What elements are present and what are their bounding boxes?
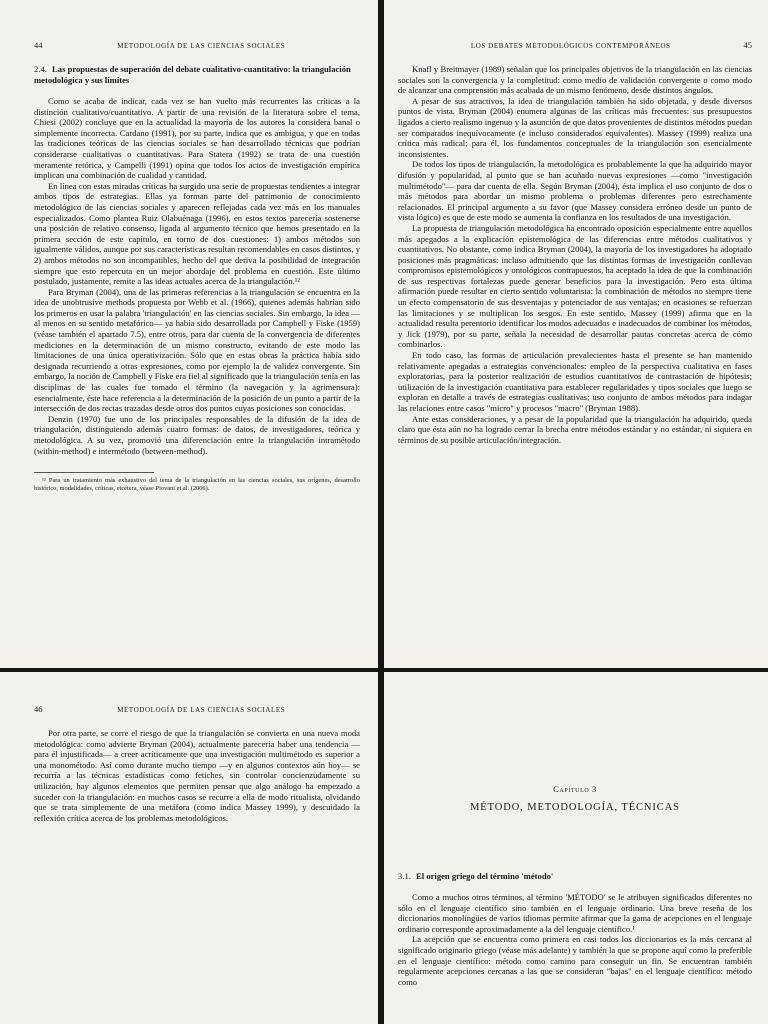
page-number: 46 xyxy=(34,704,43,714)
footnote: ¹² Para un tratamiento más exhaustivo del tema de la triangulación en las ciencias sociales, sus orígenes, desarrollo histórico, modalidades, críticas, etcétera, véase Piovani et al. (2006). xyxy=(34,477,360,493)
running-head-title: LOS DEBATES METODOLÓGICOS CONTEMPORÁNEOS xyxy=(470,42,671,50)
footnote-rule xyxy=(34,472,154,473)
page-number: 45 xyxy=(743,40,752,50)
chapter-label: Capítulo 3 xyxy=(553,784,597,794)
section-number: 2.4. xyxy=(34,64,47,74)
paragraph: A pesar de sus atractivos, la idea de triangulación también ha sido objetada, y desde diversos puntos de vista. Bryman (2004) enumera algunas de las críticas más frecuentes: sus presupuestos ligados a cierto realismo ingenuo y la asunción de que datos provenientes de distintos métodos puedan ser comparados inequívocamente (e incluso considerados equivalentes). Massey (1999) realiza una crítica más radical; para él, los fundamentos conceptuales de la triangulación son esencialmente inconsistentes. xyxy=(398,95,752,159)
paragraph: Denzin (1970) fue uno de los principales responsables de la difusión de la idea de triangulación, distinguiendo además cuatro formas: de datos, de investigadores, teórica y metodológica. A su vez, promovió una diferenciación entre la triangulación intramétodo (within-method) e intermétodo (between-method). xyxy=(34,413,360,456)
paragraph: La acepción que se encuentra como primera en casi todos los diccionarios es la más cercana al significado originario griego (véase más adelante) y también la que se propone aquí como la preferible en el lenguaje científico: método como camino para conseguir un fin. Se encuentran también regularmente acepciones cercanas a las que se consideran "bajas" en el lenguaje científico: método como xyxy=(398,934,752,987)
page-44 xyxy=(0,0,378,668)
paragraph: Ante estas consideraciones, y a pesar de la popularidad que la triangulación ha adquirido, queda claro que ésta aún no ha logrado cerrar la brecha entre métodos estándar y no estándar, ni siquiera en términos de su posible articulación/integración. xyxy=(398,413,752,445)
section-heading xyxy=(398,871,752,882)
chapter-title: MÉTODO, METODOLOGÍA, TÉCNICAS xyxy=(470,802,680,813)
section-title: Las propuestas de superación del debate cualitativo-cuantitativo: la triangulación metodológica y sus límites xyxy=(34,64,351,85)
running-head xyxy=(34,704,360,714)
running-head-title: METODOLOGÍA DE LAS CIENCIAS SOCIALES xyxy=(117,42,286,50)
paragraph: Como a muchos otros términos, al término 'MÉTODO' se le atribuyen significados diferentes no sólo en el lenguaje científico sino también en el lenguaje ordinario. Una breve reseña de los diccionarios monolingües de varios idiomas permite afirmar que la gama de acepciones en el lenguaje ordinario corresponde aproximadamente a la del lenguaje científico.¹ xyxy=(398,892,752,934)
paragraph: En todo caso, las formas de articulación prevalecientes hasta el presente se han mantenido relativamente apegadas a estrategias convencionales: empleo de la perspectiva cualitativa en fases exploratorias, para la posterior realización de estudios cuantitativos de contrastación de hipótesis; utilización de la investigación cuantitativa para establecer regularidades y tipos sociales que luego se exploran en detalle a través de estrategias cualitativas; uso conjunto de ambos métodos para indagar las relaciones entre casos "micro" y procesos "macro" (Bryman 1988). xyxy=(398,350,752,413)
paragraph: Para Bryman (2004), una de las primeras referencias a la triangulación se encuentra en la idea de unobtrusive methods propuesta por Webb et al. (1966), quienes además habrían sido los primeros en usar la palabra 'triangulación' en las ciencias sociales. Sin embargo, la idea —al menos en su sentido metafórico— ya había sido desarrollada por Campbell y Fiske (1959) (véase también el apartado 7.5), entre otros, para dar cuenta de la convergencia de diferentes mediciones en la determinación de un mismo constructo, evitando de este modo las limitaciones de una única operativización. Sólo que en estas obras la práctica había sido designada recurriendo a otras expresiones, como por ejemplo la de validez convergente. Sin embargo, la noción de Campbell y Fiske era fiel al significado que la triangulación tenía en las disciplinas de las cuales fue tomado el término (la navegación y la agrimensura): esencialmente, éste hace referencia a la determinación de la posición de un punto a partir de la intersección de dos rectas trazadas desde otros dos puntos cuyas posiciones son conocidas. xyxy=(34,286,360,414)
running-head-title: METODOLOGÍA DE LAS CIENCIAS SOCIALES xyxy=(117,706,286,714)
paragraph: Como se acaba de indicar, cada vez se han vuelto más recurrentes las críticas a la distinción cualitativo/cuantitativo. A partir de una revisión de la literatura sobre el tema, Chiesi (2002) concluye que en la actualidad la mayoría de los autores la considera banal o simplemente incorrecta. Cardano (1991), por su parte, indica que es ambigua, y que en todas las tradiciones teóricas de las ciencias sociales se han desarrollado técnicas que podrían considerarse cualitativas o cuantitativas. Para Statera (1992) se trata de una cuestión meramente retórica, y Campelli (1991) opina que todos los actos de investigación empírica implican una combinación de cualidad y cantidad. xyxy=(34,96,360,181)
page-47 xyxy=(384,672,768,1024)
paragraph: De todos los tipos de triangulación, la metodológica es probablemente la que ha adquirido mayor difusión y popularidad, al punto que se han acuñado nuevas expresiones —como "investigación multimétodo"— para dar cuenta de ella. Según Bryman (2004), ésta implica el uso conjunto de dos o más métodos para abordar un mismo problema o problemas diferentes pero estrechamente relacionados. El principal argumento a su favor (que Massey considera erróneo desde un punto de vista lógico) es que de este modo se aumenta la confianza en los resultados de una investigación. xyxy=(398,159,752,223)
page-number: 44 xyxy=(34,40,43,50)
running-head xyxy=(34,40,360,50)
chapter-header xyxy=(398,784,752,813)
page-45 xyxy=(384,0,768,668)
section-heading xyxy=(34,64,360,86)
section-number: 3.1. xyxy=(398,871,411,881)
section-title: El origen griego del término 'método' xyxy=(416,871,554,881)
paragraph: La propuesta de triangulación metodológica ha encontrado oposición especialmente entre aquellos más apegados a la explicación epistemológica de las diferencias entre métodos cualitativos y cuantitativos. No obstante, como indica Bryman (2004), la mayoría de los investigadores ha adoptado posiciones más pragmáticas: incluso admitiendo que las distintas formas de investigación conllevan compromisos epistemológicos y ontológicos contrapuestos, ha aceptado la idea de que la combinación de sus respectivas fortalezas puede generar beneficios para la investigación. Pero esta última afirmación puede resultar en cierto sentido voluntarista: la combinación de métodos no siempre tiene un efecto compensatorio de sus desventajas y potenciador de sus ventajas; en ocasiones se refuerzan las limitaciones y se multiplican los sesgos. En este sentido, Massey (1999) afirma que en la actualidad resulta perentorio identificar los modos adecuados e inadecuados de combinar los métodos, y Jick (1979), por su parte, señala la necesidad de desarrollar pautas concretas acerca de cómo combinarlos. xyxy=(398,222,752,350)
running-head xyxy=(398,40,752,50)
paragraph: En línea con estas miradas críticas ha surgido una serie de propuestas tendientes a integrar ambos tipos de estrategias. Ellas ya forman parte del patrimonio de conocimiento metodológico de las ciencias sociales y aparecen reflejadas cada vez más en los manuales especializados. Como plantea Ruiz Olabuénaga (1996), en estos textos parecería sostenerse una posición de relativo consenso, ligada al argumento técnico que hemos presentado en la primera sección de este capítulo, en torno de dos cuestiones: 1) ambos métodos son igualmente válidos, aunque por sus características resultan recomendables en casos distintos, y 2) ambos métodos no son incompatibles, hecho del que deriva la posibilidad de integración siempre que esto repercuta en un mejor abordaje del problema en cuestión. Este último postulado, justamente, remite a las ideas actuales acerca de la triangulación.¹² xyxy=(34,180,360,287)
page-46 xyxy=(0,672,378,1024)
paragraph: Knafl y Breitmayer (1989) señalan que los principales objetivos de la triangulación en las ciencias sociales son la convergencia y la completitud: como medio de validación convergente o como modo de alcanzar una comprensión más acabada de un mismo fenómeno, desde distintos ángulos. xyxy=(398,64,752,96)
paragraph: Por otra parte, se corre el riesgo de que la triangulación se convierta en una nueva moda metodológica: como advierte Bryman (2004), actualmente parecería haber una tendencia —para él injustificada— a creer acríticamente que una investigación multimétodo es superior a una monométodo. Así como durante mucho tiempo —y en algunos contextos aún hoy— se recurría a las técnicas estadísticas como fetiches, sin controlar concienzudamente su utilización, hay algunos elementos que permiten pensar que algo análogo ha empezado a suceder con la triangulación: en muchos casos se recurre a ella de modo ritualista, olvidando que se trata simplemente de una metáfora (como indica Massey 1999), y descuidado la reflexión crítica acerca de los problemas metodológicos. xyxy=(34,728,360,823)
